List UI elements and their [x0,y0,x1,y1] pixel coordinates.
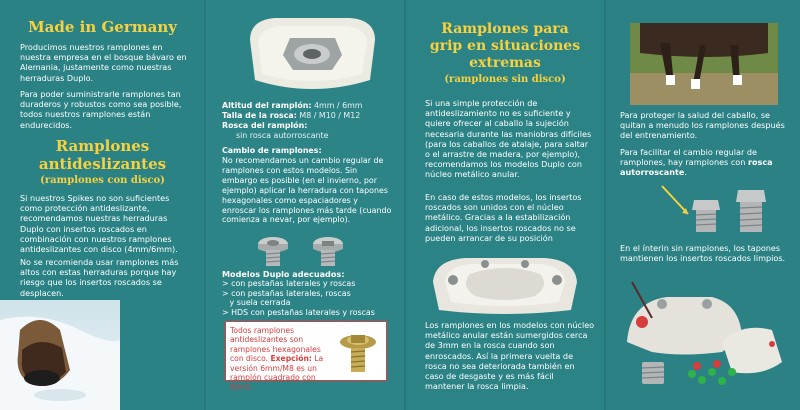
extreme-subtitle: (ramplones sin disco) [444,74,566,85]
bolt-label: Rosca del ramplón: [222,121,308,130]
self-tapping-paragraph [620,147,788,178]
hardened-paragraph: Para poder suministrarle ramplones tan duraderos y robustos como sea posible, todos nuestros ramplones están endurecidos. [20,89,182,130]
note-main: Todos ramplones antideslizantes son ramplones hexagonales con disco. [230,326,321,364]
extreme-paragraph-3: Los ramplones en los modelos con núcleo metálico anular están sumergidos cerca de 3mm en la rosca cuando son enroscados. Así la primera vuelta de rosca no sea deteriorada también en caso de desgaste y es más fácil mantener la rosca limpia. [425,320,595,392]
thread-label: Talla de la rosca: [222,111,297,120]
page-title: Made in Germany [28,18,177,36]
models-list-item: y suela cerrada [222,298,291,308]
altitude-line [222,101,363,111]
horse-legs-photo [630,23,778,105]
self-tapping-end: . [684,167,687,178]
hexagon-pad-photo [240,10,385,98]
note-text [230,326,330,392]
altitude-value: 4mm / 6mm [314,101,363,110]
models-list-item: > con pestañas laterales, roscas [222,288,351,298]
change-label: Cambio de ramplones: [222,146,322,155]
plugs-paragraph: En el ínterin sin ramplones, los tapones mantienen los insertos roscados limpios. [620,243,786,264]
self-tapping-highlight: rosca autorroscante [620,157,773,178]
note-box [225,321,387,392]
models-list-item: > con pestañas laterales y roscas [222,279,356,288]
intro-paragraph: Producimos nuestros ramplones en nuestra empresa en el bosque bávaro en Alemania, justamente como nuestras herraduras Duplo. [20,42,187,83]
health-paragraph: Para proteger la salud del caballo, se quitan a menudo los ramplones después del entrenamiento. [620,110,785,141]
square-stud-photo [336,330,380,376]
section-heading-line1: Ramplones [55,137,150,155]
extreme-paragraph-1: Si una simple protección de antideslizamiento no es suficiente y quiere ofrecer al caballo la sujeción necesaria durante las maniobras difíciles (para los caballos de atalaje, para saltar o el arrastre de madera, por ejemplo), recomendamos los modelos Duplo con núcleo metálico anular. [425,98,592,180]
section-subheading: (ramplones con disco) [40,175,165,186]
models-label: Modelos Duplo adecuados: [222,269,345,279]
extreme-title-line1: Ramplones para [441,21,569,37]
models-list-item: > HDS con pestañas laterales y roscas [222,307,375,317]
warning-paragraph: No se recomienda usar ramplones más altos con estas herraduras porque hay riesgo que los insertos roscados se desplacen. [20,257,179,298]
models-list [222,279,392,317]
change-paragraph: No recomendamos un cambio regular de ramplones con estos modelos. Sin embargo es posible (en el invierno, por ejemplo) aplicar la herradura con tapones hexagonales como espaciadores y enroscar los ramplones más tarde (cuando comienza a nevar, por ejemplo). [222,156,392,225]
altitude-label: Altitud del ramplón: [222,101,312,110]
plugs-and-shoe-photo [622,282,787,394]
thread-line [222,111,360,121]
note-exception-label: Exepción: [270,354,312,364]
bolt-value: sin rosca autorroscante [236,131,329,140]
spikes-paragraph: Si nuestros Spikes no son suficientes como protección antideslizante, recomendamos nuestras herraduras Duplo con insertos roscados en combinación con nuestros ramplones antideslizantes con disco (4mm/6mm). [20,193,178,255]
section-heading-line2: antideslizantes [38,155,167,173]
hex-plugs-photo [248,232,358,270]
extreme-title-line2: grip en situaciones [429,38,581,54]
extreme-title-line3: extremas [469,55,541,71]
ring-core-shoe-photo [425,252,585,316]
fold-line [204,0,206,410]
snow-hoof-photo [0,300,120,410]
self-tapping-studs-photo [660,180,780,240]
self-tapping-text: Para facilitar el cambio regular de ramplones, hay ramplones con [620,147,758,168]
note-exception-text: La versión 6mm/M8 es un ramplón cuadrado con disco. [230,354,324,392]
thread-value: M8 / M10 / M12 [299,111,361,120]
extreme-paragraph-2: En caso de estos modelos, los insertos roscados son unidos con el núcleo metálico. Gracias a la estabilización adicional, los insertos roscados no se pueden arrancar de su posición [425,192,582,243]
